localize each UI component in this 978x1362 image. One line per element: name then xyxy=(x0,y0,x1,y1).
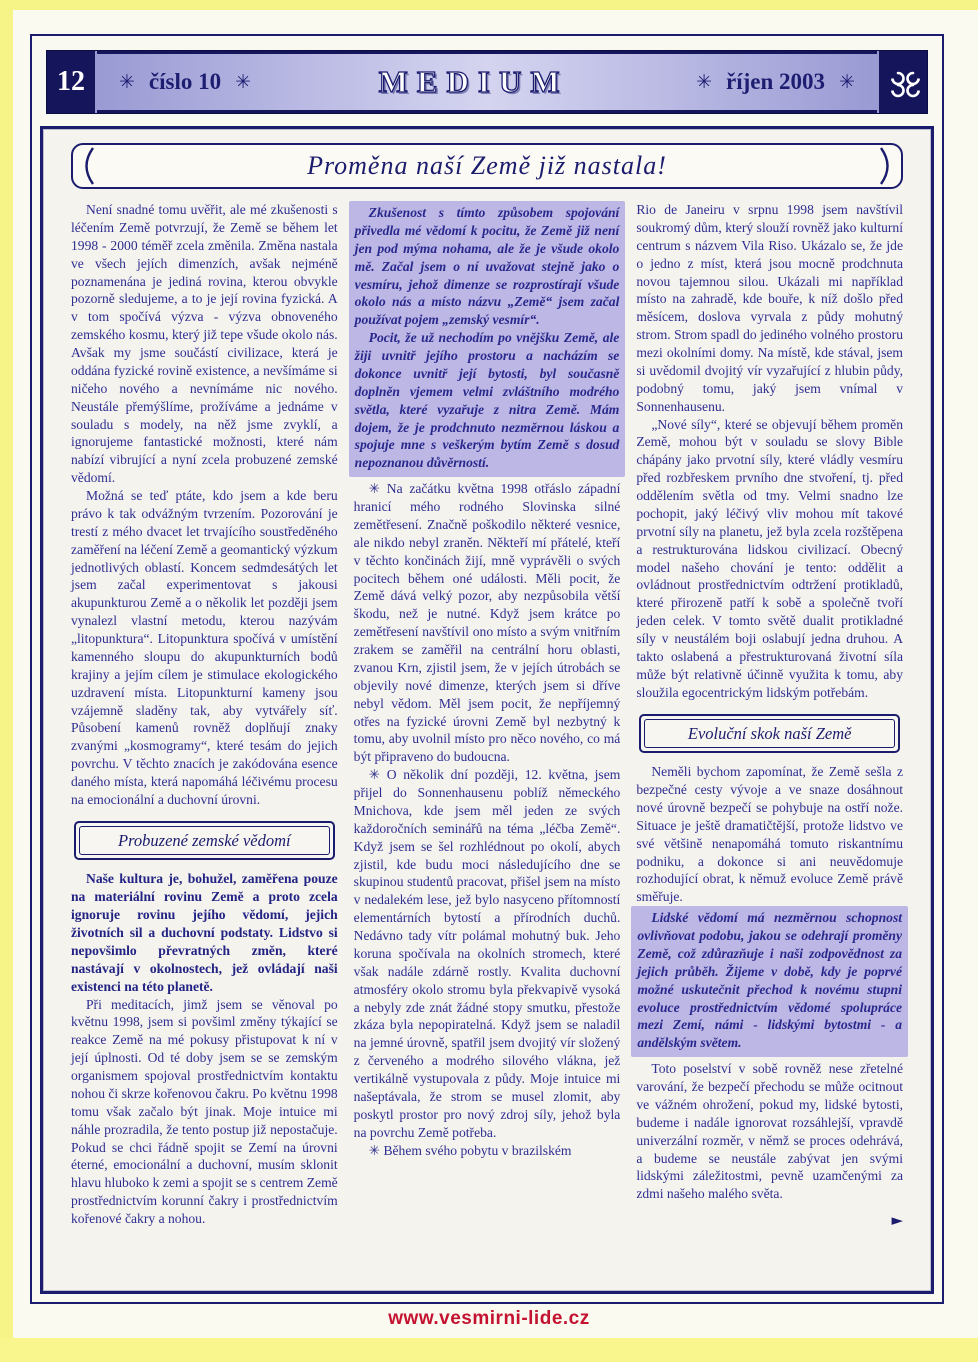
scan-edge-strip-left xyxy=(0,0,13,1362)
banner-scroll-end-left-icon xyxy=(78,147,96,185)
continuation-arrow-icon: ► xyxy=(891,1211,904,1230)
paragraph: ✳ O několik dní později, 12. května, jsem přijel do Sonnenhausenu poblíž německého Mnichova, kde jsem měl jeden ze svých každoročních seminářů na téma „léčba Země“. Když jsem se šel rozhlédnout po okolí, abych zjistil, kde budu moci následujícího dne se skupinou studentů pracovat, přišel jsem na místo v nedalekém lese, jež bylo nasyceno přítomností elementárních bytostí a přírodních duchů. Nedávno tady vítr polámal mohutný buk. Jeho koruna spočívala na okolních stromech, které však nadále zdárně rostly. Kvalita duchovní atmosféry okolo stromu byla překvapivě vysoká a nebyly zde znát žádné stopy smutku, přestože zkáza byla nepopiratelná. Když jsem se naladil na jemné úrovně, spatřil jsem dvojitý vír složený z červeného a modrého silového vlákna, jež vertikálně vystupovala z půdy. Moje intuice mi našeptávala, že strom se musel zlomit, aby poskytl prostor pro nový zdroj síly, jehož byla na povrchu Země potřeba. xyxy=(353,767,621,1140)
section-heading: Evoluční skok naší Země xyxy=(687,723,852,743)
logo-box xyxy=(877,51,927,113)
masthead-bar xyxy=(46,50,928,114)
asterisk-star-icon: ✳ xyxy=(119,71,135,93)
article-column-2 xyxy=(354,201,621,1291)
asterisk-star-icon: ✳ xyxy=(696,71,713,93)
paragraph: Při meditacích, jimž jsem se věnoval po květnu 1998, jsem si povšiml změny týkající se reakce Země na mé pokusy přistupovat k ní v její úplnosti. Od té doby jsem se se zemským organismem spojoval prostřednictvím kontaktu nohou či skrze kořenovou čakru. Po květnu 1998 tomu však začalo být jinak. Moje intuice mi náhle prozradila, že tento postup již nepostačuje. Pokud se chci řádně spojit se Zemí na úrovni éterné, emocionální a duchovní, musím sklonit hlavu hluboko k zemi a spojit se s centrem Země prostřednictvím korunní čakry i prostřednictvím kořenové čakry a nohou. xyxy=(71,996,338,1227)
article-title-banner xyxy=(71,143,903,189)
highlight-paragraph: Zkušenost s tímto způsobem spojování přivedla mé vědomí k pocitu, že Země již není jen pod mýma nohama, ale že je všude okolo mě. Začal jsem o ní uvažovat stejně jako o vesmíru, jehož dimenze se rozprostírají všude okolo nás a místo názvu „Země“ jsem začal používat pojem „zemský vesmír“. xyxy=(354,205,620,328)
paragraph: Neměli bychom zapomínat, že Země sešla z bezpečné cesty vývoje a ve snaze dosáhnout nové úrovně bezpečí se pohybuje na ostří nože. Situace je ještě dramatičtější, protože lidstvo ve své většině nenapomáhá tomuto riskantnímu podniku, a dokonce si ani neuvědomuje rozhodující obrat, k němuž evoluce Země právě směřuje. xyxy=(636,764,904,905)
page-frame xyxy=(30,34,944,1304)
section-heading: Probuzené zemské vědomí xyxy=(118,830,291,850)
highlight-paragraph: Pocit, že už nechodím po vnějšku Země, ale žiji uvnitř jejího prostoru a nacházím se dokonce uvnitř její bytosti, byl současně doplněn vjemem velmi zvláštního modrého světla, které vyzařuje z nitra Země. Mám dojem, že je prodchnuto nezměrnou láskou a spojuje mne s veškerým bytím Země s dosud nepoznanou důvěrností. xyxy=(354,330,620,471)
section-heading-box xyxy=(639,714,900,754)
page-number-box xyxy=(47,51,97,113)
asterisk-star-icon: ✳ xyxy=(839,71,855,93)
paragraph: ✳ Během svého pobytu v brazilském xyxy=(368,1142,572,1158)
masthead-title: MEDIUM xyxy=(378,64,569,99)
date-label: říjen 2003 xyxy=(726,69,826,94)
article-frame xyxy=(40,126,934,1294)
scan-edge-strip-bottom xyxy=(0,1338,978,1362)
paragraph: Není snadné tomu uvěřit, ale mé zkušenosti s léčením Země potvrzují, že Země se během let 1998 - 2000 téměř zcela změnila. Změna nastala ve všech jejích dimenzích, avšak nejméně poznamenána je jediná rovina, kterou obvykle pozorně sledujeme, a to je její rovina fyzická. A v tom spočívá výzva - výzva obnoveného zemského kosmu, který již tepe všude okolo nás. Avšak my jsme součástí civilizace, která je oddána fyzické rovině existence, a nevšímáme si ničeho nového a nevnímáme nic nového. Neustále přemýšlíme, prožíváme a jednáme v souladu s modely, na něž jsme zvyklí, a ignorujeme fantastické možnosti, které nám nabízí vibrující a nyní zcela probuzené zemské vědomí. xyxy=(71,202,338,486)
paragraph: Rio de Janeiru v srpnu 1998 jsem navštívil soukromý dům, který slouží rovněž jako kulturní centrum s názvem Vila Riso. Ukázalo se, že jde o jedno z míst, která jsou mocně prodchnuta novou tajemnou silou. Ukázali mi například místo na zahradě, kde bouře, k níž došlo před měsícem, doslova vyrvala z půdy mohutný strom. Strom spadl do jediného volného prostoru mezi okolními domy. Na místě, kde stával, jsem si uvědomil dvojitý vír vyzařující z hlubin půdy, podobný tomu, jaký jsem vnímal v Sonnenhausenu. xyxy=(636,202,904,414)
bold-paragraph: Naše kultura je, bohužel, zaměřena pouze na materiální rovinu Země a proto zcela ignoruje rovinu jejího vědomí, jejich životních sil a duchovní podstaty. Lidstvo si nepovšimlo převratných změn, které nastávají v okolnostech, jež ovládají naši existenci na této planetě. xyxy=(71,871,338,994)
date-label-group xyxy=(696,69,855,95)
article-column-1 xyxy=(71,201,338,1291)
paragraph: „Nové síly“, které se objevují během proměn Země, mohou být v souladu se slovy Bible chápány jako prvotní síly, které vládly vesmíru před rozbřeskem prvního dne stvoření, tj. před oddělením světla od tmy. Velmi snadno lze pochopit, jaký léčivý vliv mohou mít takové prvotní síly na planetu, jež byla zcela rozštěpena a restrukturována lidskou civilizací. Obecný model našeho chování je tento: oddělit a ovládnout prostřednictvím odtržení protikladů, které přirozeně patří k sobě a společně tvoří jeden celek. V tomto světě dualit protikladné síly v neustálém boji oslabují jedna druhou. A takto oslabená a přestrukturovaná životní síla může být relativně účinně využita k tomu, aby sloužila egocentrickým lidským potřebám. xyxy=(636,416,904,700)
asterisk-star-icon: ✳ xyxy=(235,71,252,93)
highlight-paragraph: Lidské vědomí má nezměrnou schopnost ovlivňovat podobu, jakou se odehrají proměny Země, což zdůrazňuje i naši zodpovědnost za jejich průběh. Žijeme v době, kdy je poprvé možné uskutečnit přechod k novému stupni evoluce prostřednictvím vědomé spolupráce mezi Zemí, námi - lidskými bytostmi - a andělským světem. xyxy=(637,910,903,1051)
quad-spiral-logo-icon xyxy=(884,65,922,99)
article-columns xyxy=(43,193,931,1291)
footer-website-url: www.vesmirni-lide.cz xyxy=(388,1308,590,1329)
page-number: 12 xyxy=(57,66,85,97)
article-column-3 xyxy=(636,201,903,1291)
paragraph: Toto poselství v sobě rovněž nese zřetelné varování, že bezpečí přechodu se může ocitnout ve vážném ohrožení, pokud my, lidské bytosti, budeme i nadále ignorovat rozsáhlejší, vpravdě univerzální rozměr, v němž se proces odehrává, a budeme se neustále zabývat jen svými lidskými záležitostmi, pevně uzamčenými za zdmi našeho malého světa. xyxy=(636,1061,904,1202)
paragraph: Možná se teď ptáte, kdo jsem a kde beru právo k tak odvážným tvrzením. Pozorování je trestí z mého dvacet let trvajícího soustředěného zaměření na léčení Země a geomantický výzkum jednotlivých oblastí. Koncem sedmdesátých let jsem začal experimentovat s jakousi akupunkturou Země a o několik let později jsem vynalezl vlastní metodu, kterou nazývám „litopunktura“. Litopunktura spočívá v umístění kamenného sloupu do akupunkturních bodů krajiny a jejím cílem je stimulace ekologického uzdravení místa. Litopunkturní kameny jsou vzájemně sladěny tak, aby vytvářely síť. Působení kamenů rovněž doplňují znaky zvanými „kosmogramy“, které tesám do jejich povrchu. V těchto znacích je zakódována esence daného místa, která napomáhá léčivému procesu na emocionální a duchovní úrovni. xyxy=(71,488,338,807)
issue-label-group xyxy=(119,69,251,95)
section-heading-box xyxy=(74,821,335,861)
highlighted-passage xyxy=(631,906,908,1057)
masthead-middle xyxy=(97,51,877,113)
banner-scroll-end-right-icon xyxy=(878,147,896,185)
highlighted-passage xyxy=(349,201,626,477)
scan-edge-strip-top xyxy=(0,0,978,10)
issue-label: číslo 10 xyxy=(148,69,222,94)
paragraph: ✳ Na začátku května 1998 otřáslo západní hranicí mého rodného Slovinska silné zemětřesení. Značně poškodilo některé vesnice, ale nikdo nebyl zraněn. Někteří mí přátelé, kteří v těchto končinách žijí, mně vyprávěli o svých pocitech během oné události. Měli pocit, že Země dává velký pozor, aby nezpůsobila větší škodu, než je nutné. Když jsem krátce po zemětřesení navštívil ono místo a svým vnitřním zrakem se zaměřil na centrální horu oblasti, zvanou Krn, zjistil jsem, že v jejích útrobách se objevily nové dimenze, kterých jsem si dříve nebyl vědom. Měl jsem pocit, že nepříjemný otřes na fyzické úrovni Země byl nezbytný k tomu, aby uvolnil místo pro něco nového, co má být připraveno do budoucna. xyxy=(353,481,621,765)
article-title: Proměna naší Země již nastala! xyxy=(307,151,667,180)
